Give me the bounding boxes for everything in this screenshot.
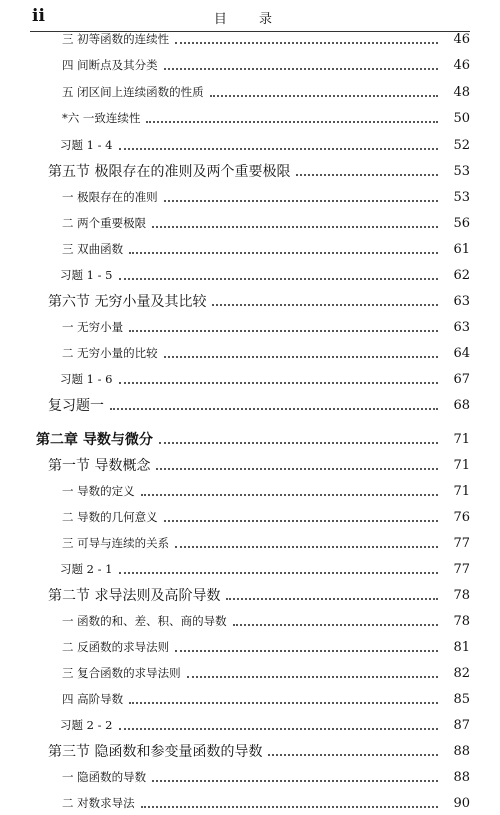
dot-leader — [164, 200, 438, 202]
dot-leader — [129, 252, 438, 254]
toc-entry-page: 68 — [453, 397, 470, 413]
toc-entry-page: 53 — [453, 163, 470, 179]
toc-entry-title: 一 极限存在的准则 — [62, 190, 158, 204]
toc-entry-page: 78 — [453, 587, 470, 603]
dot-leader — [129, 330, 438, 332]
toc-entry-title: 第二章 导数与微分 — [36, 432, 153, 448]
toc-entry-page: 61 — [453, 241, 470, 257]
toc-entry-sub — [0, 505, 500, 529]
toc-entry-title: 五 闭区间上连续函数的性质 — [62, 85, 204, 99]
toc-entry-title: 二 无穷小量的比较 — [62, 346, 158, 360]
toc-entry-exercise — [0, 263, 500, 287]
dot-leader — [164, 68, 438, 70]
toc-entry-sub — [0, 609, 500, 633]
toc-entry-page: 63 — [453, 293, 470, 309]
dot-leader — [226, 598, 438, 600]
dot-leader — [119, 728, 439, 730]
toc-entry-sub — [0, 53, 500, 77]
toc-entry-sub — [0, 341, 500, 365]
dot-leader — [296, 174, 438, 176]
toc-entry-page: 53 — [453, 189, 470, 205]
dot-leader — [110, 408, 438, 410]
dot-leader — [152, 226, 438, 228]
dot-leader — [119, 382, 439, 384]
running-title: 目 录 — [213, 12, 287, 27]
dot-leader — [119, 148, 439, 150]
toc-entry-page: 52 — [453, 137, 470, 153]
toc-entry-section — [0, 583, 500, 607]
toc-entry-chapter — [0, 427, 500, 451]
toc-entry-title: 习题 1 - 4 — [60, 138, 113, 152]
toc-entry-title: 复习题一 — [48, 398, 104, 414]
toc-entry-sub — [0, 635, 500, 659]
toc-entry-page: 46 — [453, 31, 470, 47]
toc-entry-page: 63 — [453, 319, 470, 335]
toc-entry-page: 62 — [453, 267, 470, 283]
toc-entry-title: 二 反函数的求导法则 — [62, 640, 170, 654]
toc-entry-title: 三 可导与连续的关系 — [62, 536, 170, 550]
toc-entry-title: 习题 1 - 6 — [60, 372, 113, 386]
page-number: ii — [32, 6, 45, 26]
toc-entry-page: 46 — [453, 57, 470, 73]
dot-leader — [129, 702, 438, 704]
toc-entry-page: 90 — [453, 795, 470, 811]
toc-entry-title: 一 无穷小量 — [62, 320, 124, 334]
dot-leader — [175, 42, 438, 44]
toc-entry-title: 第一节 导数概念 — [48, 458, 151, 474]
toc-entry-sub — [0, 661, 500, 685]
toc-entry-page: 48 — [453, 84, 470, 100]
toc-entry-title: 四 高阶导数 — [62, 692, 124, 706]
toc-entry-page: 82 — [453, 665, 470, 681]
toc-entry-section — [0, 289, 500, 313]
toc-entry-page: 50 — [453, 110, 470, 126]
toc-entry-title: 三 双曲函数 — [62, 242, 124, 256]
toc-entry-title: 二 对数求导法 — [62, 796, 135, 810]
dot-leader — [175, 546, 438, 548]
dot-leader — [146, 121, 438, 123]
toc-entry-page: 76 — [453, 509, 470, 525]
dot-leader — [159, 442, 438, 444]
toc-entry-exercise — [0, 713, 500, 737]
toc-entry-title: 三 复合函数的求导法则 — [62, 666, 181, 680]
toc-entry-sub — [0, 237, 500, 261]
toc-entry-sub — [0, 687, 500, 711]
toc-entry-section — [0, 453, 500, 477]
toc-entry-page: 88 — [453, 769, 470, 785]
toc-entry-sub — [0, 315, 500, 339]
toc-entry-page: 77 — [453, 561, 470, 577]
toc-entry-sub — [0, 211, 500, 235]
toc-entry-title: 四 间断点及其分类 — [62, 58, 158, 72]
page-header — [0, 0, 500, 30]
toc-entry-page: 64 — [453, 345, 470, 361]
toc-entry-title: 习题 2 - 1 — [60, 562, 113, 576]
toc-entry-page: 87 — [453, 717, 470, 733]
dot-leader — [119, 278, 439, 280]
toc-entry-section — [0, 159, 500, 183]
toc-entry-title: 第六节 无穷小量及其比较 — [48, 294, 207, 310]
toc-entry-sub — [0, 479, 500, 503]
toc-entry-page: 67 — [453, 371, 470, 387]
dot-leader — [141, 806, 438, 808]
dot-leader — [187, 676, 438, 678]
toc-entry-title: 二 导数的几何意义 — [62, 510, 158, 524]
dot-leader — [164, 356, 438, 358]
toc-entry-review — [0, 393, 500, 417]
toc-entry-page: 77 — [453, 535, 470, 551]
dot-leader — [212, 304, 438, 306]
toc-entry-exercise — [0, 557, 500, 581]
toc-entry-title: 一 隐函数的导数 — [62, 770, 147, 784]
toc-entry-title: 二 两个重要极限 — [62, 216, 147, 230]
toc-entry-page: 78 — [453, 613, 470, 629]
toc-entry-sub — [0, 791, 500, 815]
dot-leader — [156, 468, 438, 470]
toc-entry-sub — [0, 185, 500, 209]
toc-entry-exercise — [0, 367, 500, 391]
toc-entry-sub — [0, 27, 500, 51]
toc-entry-sub — [0, 531, 500, 555]
toc-entry-page: 71 — [453, 431, 470, 447]
toc-entry-title: 第三节 隐函数和参变量函数的导数 — [48, 744, 263, 760]
toc-entry-page: 85 — [453, 691, 470, 707]
toc-entry-title: 三 初等函数的连续性 — [62, 32, 170, 46]
dot-leader — [233, 624, 438, 626]
toc-entry-page: 71 — [453, 483, 470, 499]
toc-entry-title: *六 一致连续性 — [62, 111, 141, 125]
toc-entry-title: 习题 2 - 2 — [60, 718, 113, 732]
toc-entry-title: 一 导数的定义 — [62, 484, 135, 498]
toc-entry-sub — [0, 80, 500, 104]
toc-entry-title: 习题 1 - 5 — [60, 268, 113, 282]
dot-leader — [164, 520, 438, 522]
dot-leader — [175, 650, 438, 652]
toc-entry-sub — [0, 765, 500, 789]
toc-entry-page: 71 — [453, 457, 470, 473]
dot-leader — [210, 95, 438, 97]
toc-entry-title: 一 函数的和、差、积、商的导数 — [62, 614, 227, 628]
toc-entry-exercise — [0, 133, 500, 157]
toc-entry-title: 第二节 求导法则及高阶导数 — [48, 588, 221, 604]
toc-entry-page: 56 — [453, 215, 470, 231]
toc-entry-title: 第五节 极限存在的准则及两个重要极限 — [48, 164, 291, 180]
toc-entry-section — [0, 739, 500, 763]
dot-leader — [141, 494, 438, 496]
toc-entry-sub — [0, 106, 500, 130]
dot-leader — [268, 754, 438, 756]
toc-entry-page: 88 — [453, 743, 470, 759]
dot-leader — [152, 780, 438, 782]
toc-entry-page: 81 — [453, 639, 470, 655]
dot-leader — [119, 572, 439, 574]
